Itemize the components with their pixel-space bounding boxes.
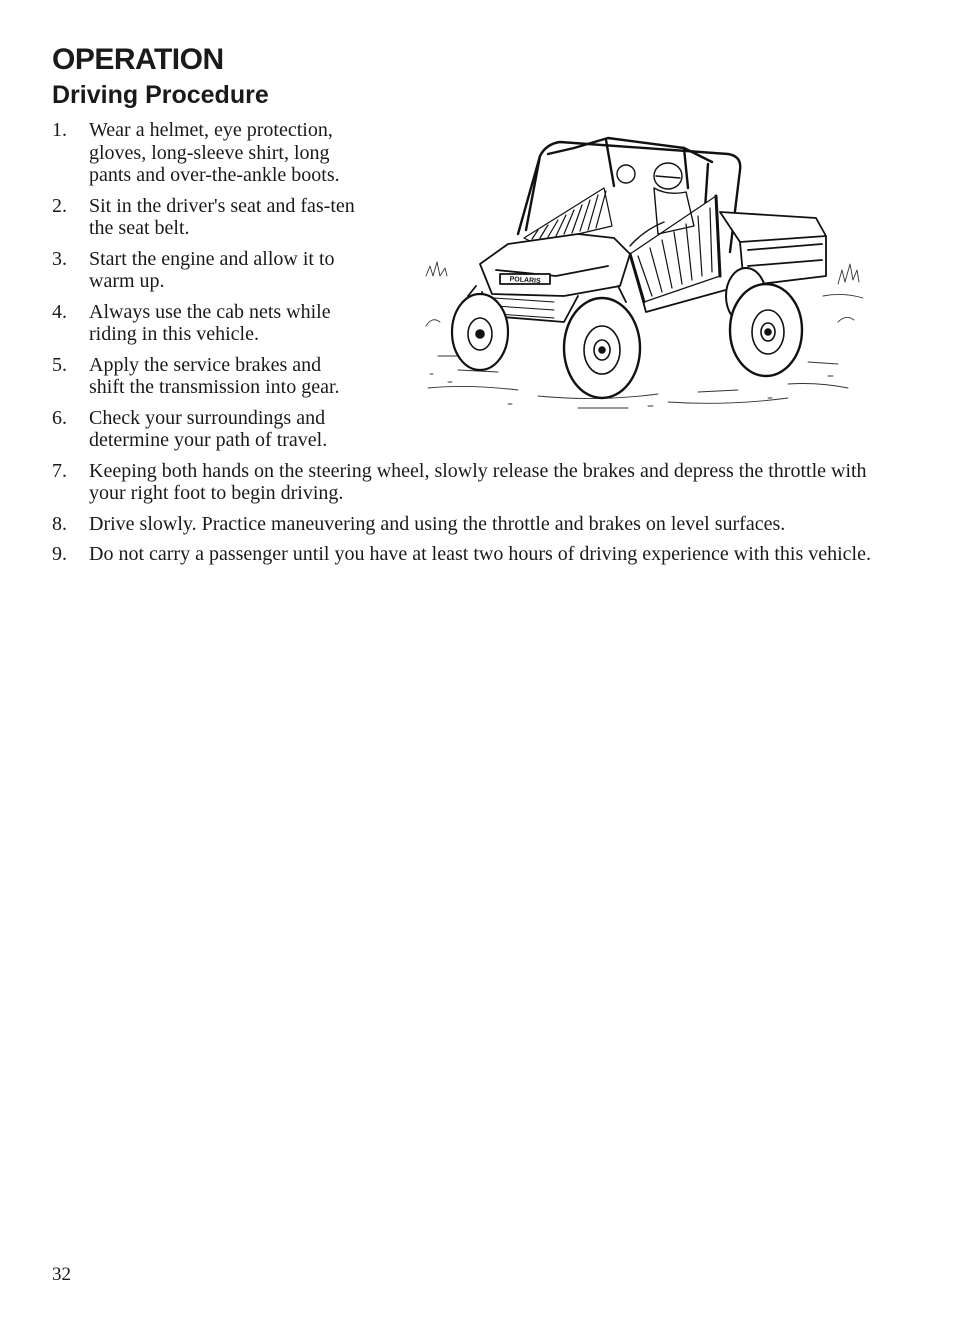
step-item	[52, 407, 361, 452]
step-item	[52, 195, 361, 240]
step-number: 6.	[52, 406, 67, 429]
step-item	[52, 460, 892, 505]
step-number: 4.	[52, 300, 67, 323]
step-item	[52, 543, 892, 566]
step-text: Wear a helmet, eye protection, gloves, long-sleeve shirt, long pants and over-the-ankle boots.	[89, 119, 340, 186]
section-title: OPERATION	[52, 43, 224, 76]
step-text: Drive slowly. Practice maneuvering and using the throttle and brakes on level surfaces.	[89, 512, 786, 535]
step-number: 9.	[52, 543, 67, 565]
utility-vehicle-illustration	[368, 126, 886, 416]
step-number: 5.	[52, 353, 67, 376]
step-item	[52, 119, 361, 187]
wheel-rear-right	[730, 284, 802, 376]
step-text: Start the engine and allow it to warm up.	[89, 247, 335, 292]
step-item	[52, 301, 361, 346]
step-number: 1.	[52, 119, 67, 141]
step-number: 2.	[52, 194, 67, 217]
step-number: 8.	[52, 512, 67, 535]
step-text: Apply the service brakes and shift the transmission into gear.	[89, 353, 340, 398]
cab-net-right	[630, 196, 720, 302]
step-text: Check your surroundings and determine your path of travel.	[89, 406, 328, 451]
wheel-front-left	[452, 294, 508, 370]
page-number: 32	[52, 1264, 71, 1285]
step-item	[52, 354, 361, 399]
step-item	[52, 248, 361, 293]
step-item	[52, 513, 892, 536]
step-text: Do not carry a passenger until you have at least two hours of driving experience with this vehicle.	[89, 543, 871, 565]
step-text: Keeping both hands on the steering wheel, slowly release the brakes and depress the throttle with your right foot to begin driving.	[89, 459, 867, 504]
step-text: Sit in the driver's seat and fas-ten the seat belt.	[89, 194, 355, 239]
wheel-front-right	[564, 298, 640, 398]
step-text: Always use the cab nets while riding in this vehicle.	[89, 300, 331, 345]
hood-badge: POLARIS	[509, 275, 541, 286]
step-number: 3.	[52, 247, 67, 270]
step-number: 7.	[52, 459, 67, 482]
subsection-title: Driving Procedure	[52, 81, 269, 109]
